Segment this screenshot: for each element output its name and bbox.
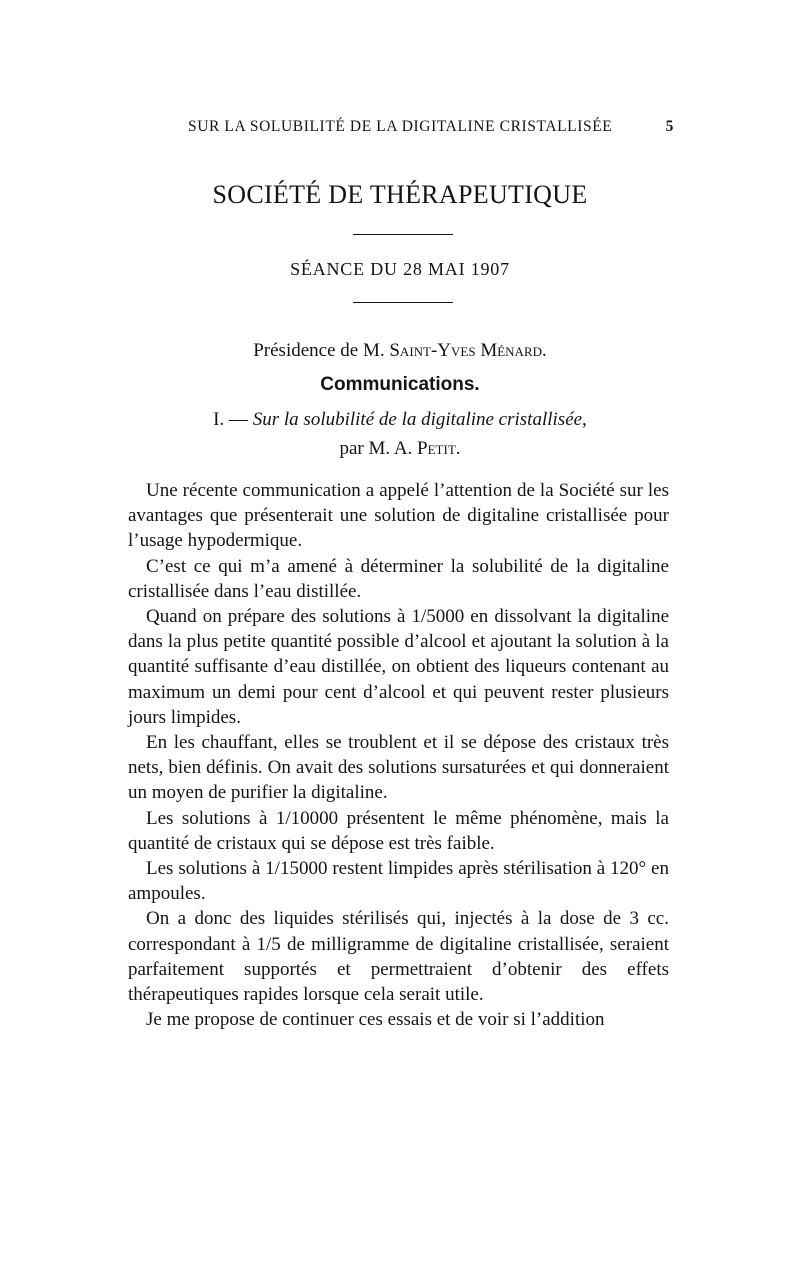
divider-rule-top <box>353 234 453 235</box>
article-number: I. — <box>213 409 253 430</box>
section-heading: Communications. <box>320 374 480 395</box>
byline-suffix: . <box>455 438 461 459</box>
running-title: SUR LA SOLUBILITÉ DE LA DIGITALINE CRISTALLISÉE <box>188 118 613 135</box>
paragraph-6: Les solutions à 1/15000 restent limpides après stérilisation à 120° en ampoules. <box>128 858 669 905</box>
paragraph-8: Je me propose de continuer ces essais et de voir si l’addition <box>146 1009 605 1031</box>
society-title: SOCIÉTÉ DE THÉRAPEUTIQUE <box>212 180 588 209</box>
presidency-prefix: Présidence de M. <box>253 340 390 361</box>
paragraph-3: Quand on prépare des solutions à 1/5000 en dissolvant la digitaline dans la plus petite quantité possible d’alcool et ajoutant la solution à la quantité suffisante d’eau distillée, on obtient des liqueurs contenant au maximum un demi pour cent d’alcool et qui peuvent rester plusieurs jours limpides. <box>128 606 669 728</box>
paragraph-7: On a donc des liquides stérilisés qui, injectés à la dose de 3 cc. correspondant à 1/5 de milligramme de digitaline cristallisée, seraient parfaitement supportés et permettraient d’obtenir des effets thérapeutiques rapides lorsque cela serait utile. <box>128 908 669 1006</box>
body-text <box>128 478 669 1032</box>
paragraph-4: En les chauffant, elles se troublent et il se dépose des cristaux très nets, bien définis. On avait des solutions sursaturées et qui donneraient un moyen de purifier la digitaline. <box>128 732 669 804</box>
session-date: SÉANCE DU 28 MAI 1907 <box>290 259 510 279</box>
author-name: Petit <box>417 438 456 459</box>
byline <box>0 438 800 460</box>
article-title: Sur la solubilité de la digitaline cristallisée, <box>252 409 587 430</box>
president-name: Saint-Yves Ménard <box>389 340 543 361</box>
divider-rule-bottom <box>353 302 453 303</box>
byline-prefix: par M. A. <box>339 438 418 459</box>
presidency-suffix: . <box>542 340 547 361</box>
paragraph-5: Les solutions à 1/10000 présentent le même phénomène, mais la quantité de cristaux qui se dépose est très faible. <box>128 807 669 854</box>
running-head <box>188 118 674 136</box>
page-number: 5 <box>665 118 674 135</box>
paragraph-2: C’est ce qui m’a amené à déterminer la solubilité de la digitaline cristallisée dans l’eau distillée. <box>128 555 669 602</box>
presidency-line <box>0 340 800 362</box>
article-title-line <box>0 409 800 431</box>
paragraph-1: Une récente communication a appelé l’attention de la Société sur les avantages que présenterait une solution de digitaline cristallisée pour l’usage hypodermique. <box>128 480 669 552</box>
